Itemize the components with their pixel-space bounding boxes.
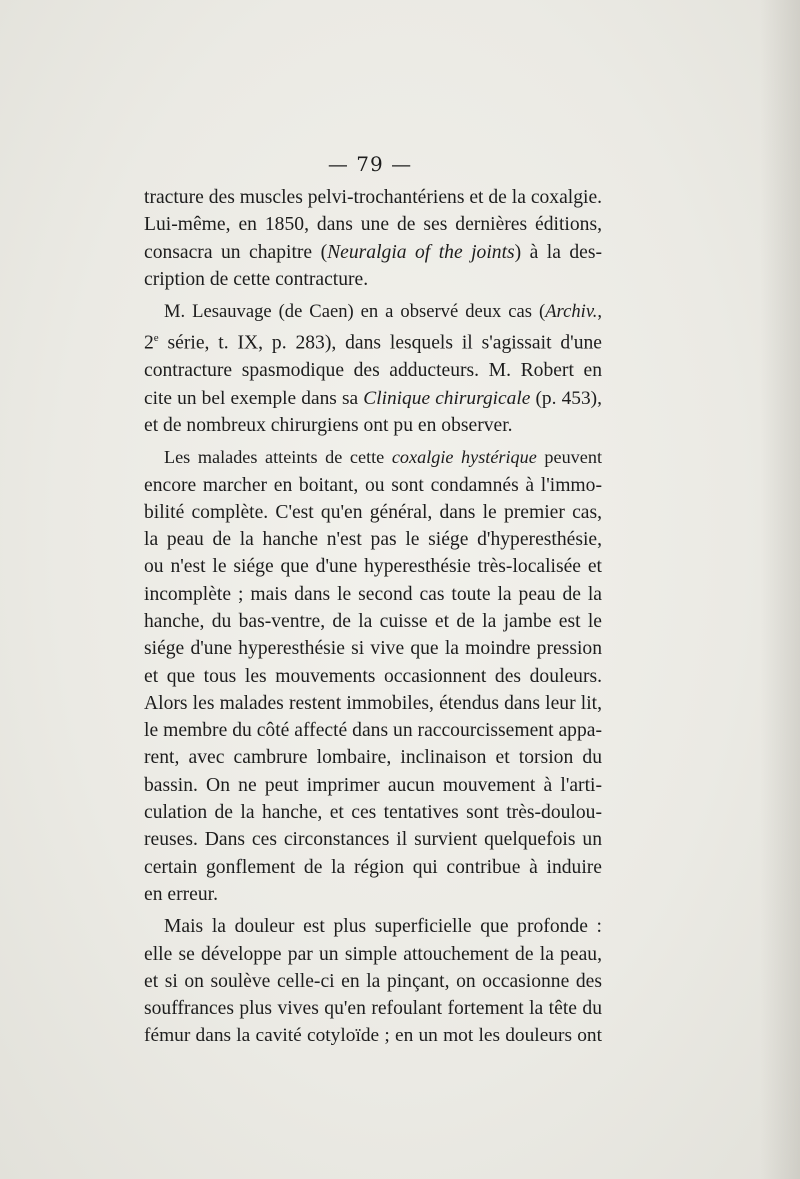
text-line: 2e série, t. IX, p. 283), dans lesquels il s'agissait d'une xyxy=(144,332,602,355)
text-line: bilité complète. C'est qu'en général, dans le premier cas, xyxy=(144,501,602,523)
text-line: elle se développe par un simple attouchement de la peau, xyxy=(144,943,602,965)
text-line: en erreur. xyxy=(144,883,218,905)
text-line: culation de la hanche, et ces tentatives sont très-doulou- xyxy=(144,802,602,824)
paragraph xyxy=(144,298,602,439)
page-number: — 79 — xyxy=(327,152,413,176)
text-line: certain gonflement de la région qui contribue à induire xyxy=(144,856,602,878)
text-line: incomplète ; mais dans le second cas toute la peau de la xyxy=(144,583,602,605)
text-line: ou n'est le siége que d'une hyperesthésie très-localisée et xyxy=(144,556,602,578)
text-line: la peau de la hanche n'est pas le siége d'hyperesthésie, xyxy=(144,529,602,551)
text-line: Les malades atteints de cette coxalgie hystérique peuvent xyxy=(164,447,602,468)
text-line: tracture des muscles pelvi-trochantériens et de la coxalgie. xyxy=(144,187,603,208)
text-line: bassin. On ne peut imprimer aucun mouvement à l'arti- xyxy=(144,774,602,796)
text-line: souffrances plus vives qu'en refoulant fortement la tête du xyxy=(144,998,602,1020)
text-line: hanche, du bas-ventre, de la cuisse et de la jambe est le xyxy=(144,610,602,632)
text-line: et de nombreux chirurgiens ont pu en observer. xyxy=(144,414,513,436)
text-line: contracture spasmodique des adducteurs. M. Robert en xyxy=(144,360,602,382)
body-text xyxy=(144,184,602,1055)
text-line: consacra un chapitre (Neuralgia of the joints) à la des- xyxy=(144,241,602,263)
page-edge-shadow xyxy=(760,0,800,1179)
text-line: Lui-même, en 1850, dans une de ses dernières éditions, xyxy=(144,214,602,236)
text-line: le membre du côté affecté dans un raccourcissement appa- xyxy=(144,720,602,742)
paragraph xyxy=(144,184,602,293)
text-line: Alors les malades restent immobiles, étendus dans leur lit, xyxy=(144,692,602,714)
text-line: et si on soulève celle-ci en la pinçant, on occasionne des xyxy=(144,970,602,992)
text-line: siége d'une hyperesthésie si vive que la moindre pression xyxy=(144,638,602,660)
text-line: encore marcher en boitant, ou sont condamnés à l'immo- xyxy=(144,474,602,496)
text-line: Mais la douleur est plus superficielle que profonde : xyxy=(164,916,602,938)
text-line: rent, avec cambrure lombaire, inclinaison et torsion du xyxy=(144,747,602,769)
text-line: reuses. Dans ces circonstances il survient quelquefois un xyxy=(144,829,602,851)
paragraph xyxy=(144,444,602,908)
text-line: et que tous les mouvements occasionnent des douleurs. xyxy=(144,665,602,687)
text-line: M. Lesauvage (de Caen) en a observé deux cas (Archiv., xyxy=(164,301,602,323)
text-line: fémur dans la cavité cotyloïde ; en un mot les douleurs ont xyxy=(144,1025,602,1047)
text-line: cription de cette contracture. xyxy=(144,268,369,290)
paragraph xyxy=(144,913,602,1049)
text-line: cite un bel exemple dans sa Clinique chirurgicale (p. 453), xyxy=(144,387,602,409)
